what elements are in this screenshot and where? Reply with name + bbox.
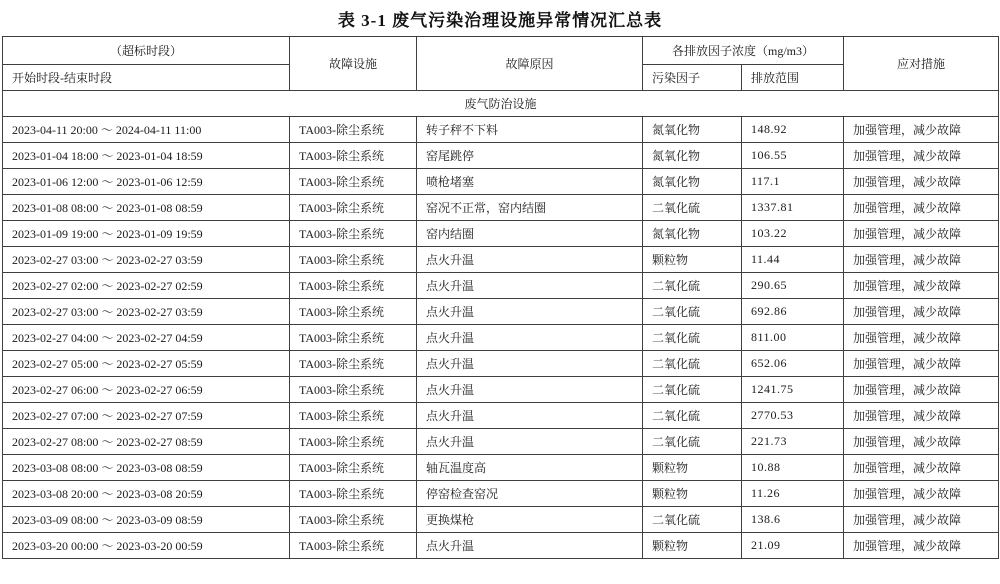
table-row [3,403,999,429]
table-row [3,221,999,247]
header-row-top [3,37,999,65]
cell-period: 2023-02-27 04:00 ～ 2023-02-27 04:59 [3,325,290,351]
cell-range: 692.86 [742,299,844,325]
cell-period: 2023-03-08 20:00 ～ 2023-03-08 20:59 [3,481,290,507]
cell-range: 117.1 [742,169,844,195]
cell-period: 2023-01-06 12:00 ～ 2023-01-06 12:59 [3,169,290,195]
cell-reason: 点火升温 [417,247,643,273]
cell-measure: 加强管理，减少故障 [844,403,999,429]
cell-reason: 窑尾跳停 [417,143,643,169]
cell-reason: 窑况不正常，窑内结圈 [417,195,643,221]
cell-measure: 加强管理，减少故障 [844,247,999,273]
cell-period: 2023-01-09 19:00 ～ 2023-01-09 19:59 [3,221,290,247]
section-label: 废气防治设施 [3,91,999,117]
cell-facility: TA003-除尘系统 [290,481,417,507]
cell-range: 10.88 [742,455,844,481]
cell-period: 2023-02-27 05:00 ～ 2023-02-27 05:59 [3,351,290,377]
cell-measure: 加强管理，减少故障 [844,169,999,195]
cell-measure: 加强管理，减少故障 [844,377,999,403]
table-row [3,481,999,507]
header-period-group: （超标时段） [3,37,290,65]
header-factor: 污染因子 [643,65,742,91]
cell-facility: TA003-除尘系统 [290,377,417,403]
table-header [3,37,999,91]
cell-range: 290.65 [742,273,844,299]
cell-period: 2023-03-09 08:00 ～ 2023-03-09 08:59 [3,507,290,533]
table-row [3,351,999,377]
table-row [3,299,999,325]
cell-period: 2023-02-27 03:00 ～ 2023-02-27 03:59 [3,247,290,273]
cell-range: 221.73 [742,429,844,455]
cell-reason: 点火升温 [417,403,643,429]
cell-period: 2023-03-20 00:00 ～ 2023-03-20 00:59 [3,533,290,559]
cell-measure: 加强管理，减少故障 [844,117,999,143]
cell-range: 103.22 [742,221,844,247]
cell-factor: 二氧化硫 [643,299,742,325]
header-measure: 应对措施 [844,37,999,91]
cell-measure: 加强管理，减少故障 [844,325,999,351]
cell-range: 2770.53 [742,403,844,429]
cell-facility: TA003-除尘系统 [290,429,417,455]
cell-range: 21.09 [742,533,844,559]
cell-factor: 二氧化硫 [643,325,742,351]
cell-range: 138.6 [742,507,844,533]
table-row [3,377,999,403]
cell-reason: 点火升温 [417,325,643,351]
cell-facility: TA003-除尘系统 [290,299,417,325]
table-body [3,91,999,559]
abnormal-summary-table [2,36,999,559]
cell-factor: 氮氧化物 [643,169,742,195]
cell-range: 106.55 [742,143,844,169]
cell-range: 652.06 [742,351,844,377]
cell-range: 1337.81 [742,195,844,221]
table-row [3,325,999,351]
header-facility: 故障设施 [290,37,417,91]
header-reason: 故障原因 [417,37,643,91]
cell-range: 11.26 [742,481,844,507]
cell-reason: 更换煤枪 [417,507,643,533]
cell-reason: 窑内结圈 [417,221,643,247]
cell-reason: 轴瓦温度高 [417,455,643,481]
cell-period: 2023-03-08 08:00 ～ 2023-03-08 08:59 [3,455,290,481]
cell-facility: TA003-除尘系统 [290,351,417,377]
cell-reason: 转子秤不下料 [417,117,643,143]
table-row [3,169,999,195]
cell-measure: 加强管理，减少故障 [844,351,999,377]
cell-facility: TA003-除尘系统 [290,169,417,195]
cell-reason: 喷枪堵塞 [417,169,643,195]
cell-period: 2023-04-11 20:00 ～ 2024-04-11 11:00 [3,117,290,143]
table-row [3,195,999,221]
cell-factor: 二氧化硫 [643,429,742,455]
table-row [3,247,999,273]
cell-factor: 颗粒物 [643,533,742,559]
cell-factor: 颗粒物 [643,481,742,507]
cell-facility: TA003-除尘系统 [290,117,417,143]
cell-measure: 加强管理，减少故障 [844,507,999,533]
cell-factor: 氮氧化物 [643,221,742,247]
cell-factor: 颗粒物 [643,455,742,481]
cell-measure: 加强管理，减少故障 [844,221,999,247]
cell-factor: 二氧化硫 [643,273,742,299]
cell-measure: 加强管理，减少故障 [844,481,999,507]
cell-period: 2023-02-27 08:00 ～ 2023-02-27 08:59 [3,429,290,455]
cell-range: 148.92 [742,117,844,143]
cell-facility: TA003-除尘系统 [290,507,417,533]
cell-period: 2023-02-27 06:00 ～ 2023-02-27 06:59 [3,377,290,403]
cell-factor: 二氧化硫 [643,351,742,377]
table-row [3,117,999,143]
cell-facility: TA003-除尘系统 [290,273,417,299]
cell-measure: 加强管理，减少故障 [844,429,999,455]
cell-reason: 点火升温 [417,299,643,325]
cell-facility: TA003-除尘系统 [290,455,417,481]
cell-facility: TA003-除尘系统 [290,325,417,351]
cell-measure: 加强管理，减少故障 [844,273,999,299]
cell-measure: 加强管理，减少故障 [844,533,999,559]
header-concentration-group: 各排放因子浓度（mg/m3） [643,37,844,65]
cell-range: 11.44 [742,247,844,273]
cell-measure: 加强管理，减少故障 [844,195,999,221]
cell-facility: TA003-除尘系统 [290,143,417,169]
cell-reason: 点火升温 [417,533,643,559]
cell-facility: TA003-除尘系统 [290,247,417,273]
cell-reason: 点火升温 [417,351,643,377]
cell-facility: TA003-除尘系统 [290,403,417,429]
table-row [3,429,999,455]
table-title: 表 3-1 废气污染治理设施异常情况汇总表 [337,11,663,30]
table-row [3,273,999,299]
cell-measure: 加强管理，减少故障 [844,299,999,325]
cell-facility: TA003-除尘系统 [290,195,417,221]
section-row [3,91,999,117]
cell-factor: 氮氧化物 [643,143,742,169]
cell-period: 2023-02-27 02:00 ～ 2023-02-27 02:59 [3,273,290,299]
cell-factor: 二氧化硫 [643,507,742,533]
table-row [3,143,999,169]
cell-period: 2023-01-08 08:00 ～ 2023-01-08 08:59 [3,195,290,221]
cell-factor: 氮氧化物 [643,117,742,143]
cell-reason: 点火升温 [417,377,643,403]
cell-factor: 二氧化硫 [643,403,742,429]
cell-reason: 点火升温 [417,273,643,299]
cell-reason: 停窑检查窑况 [417,481,643,507]
cell-reason: 点火升温 [417,429,643,455]
table-row [3,533,999,559]
header-range: 排放范围 [742,65,844,91]
cell-measure: 加强管理，减少故障 [844,143,999,169]
table-row [3,507,999,533]
cell-period: 2023-01-04 18:00 ～ 2023-01-04 18:59 [3,143,290,169]
cell-range: 811.00 [742,325,844,351]
cell-measure: 加强管理，减少故障 [844,455,999,481]
cell-period: 2023-02-27 03:00 ～ 2023-02-27 03:59 [3,299,290,325]
cell-factor: 二氧化硫 [643,195,742,221]
cell-range: 1241.75 [742,377,844,403]
cell-factor: 二氧化硫 [643,377,742,403]
cell-facility: TA003-除尘系统 [290,533,417,559]
table-row [3,455,999,481]
cell-period: 2023-02-27 07:00 ～ 2023-02-27 07:59 [3,403,290,429]
header-period-sub: 开始时段-结束时段 [3,65,290,91]
cell-facility: TA003-除尘系统 [290,221,417,247]
cell-factor: 颗粒物 [643,247,742,273]
